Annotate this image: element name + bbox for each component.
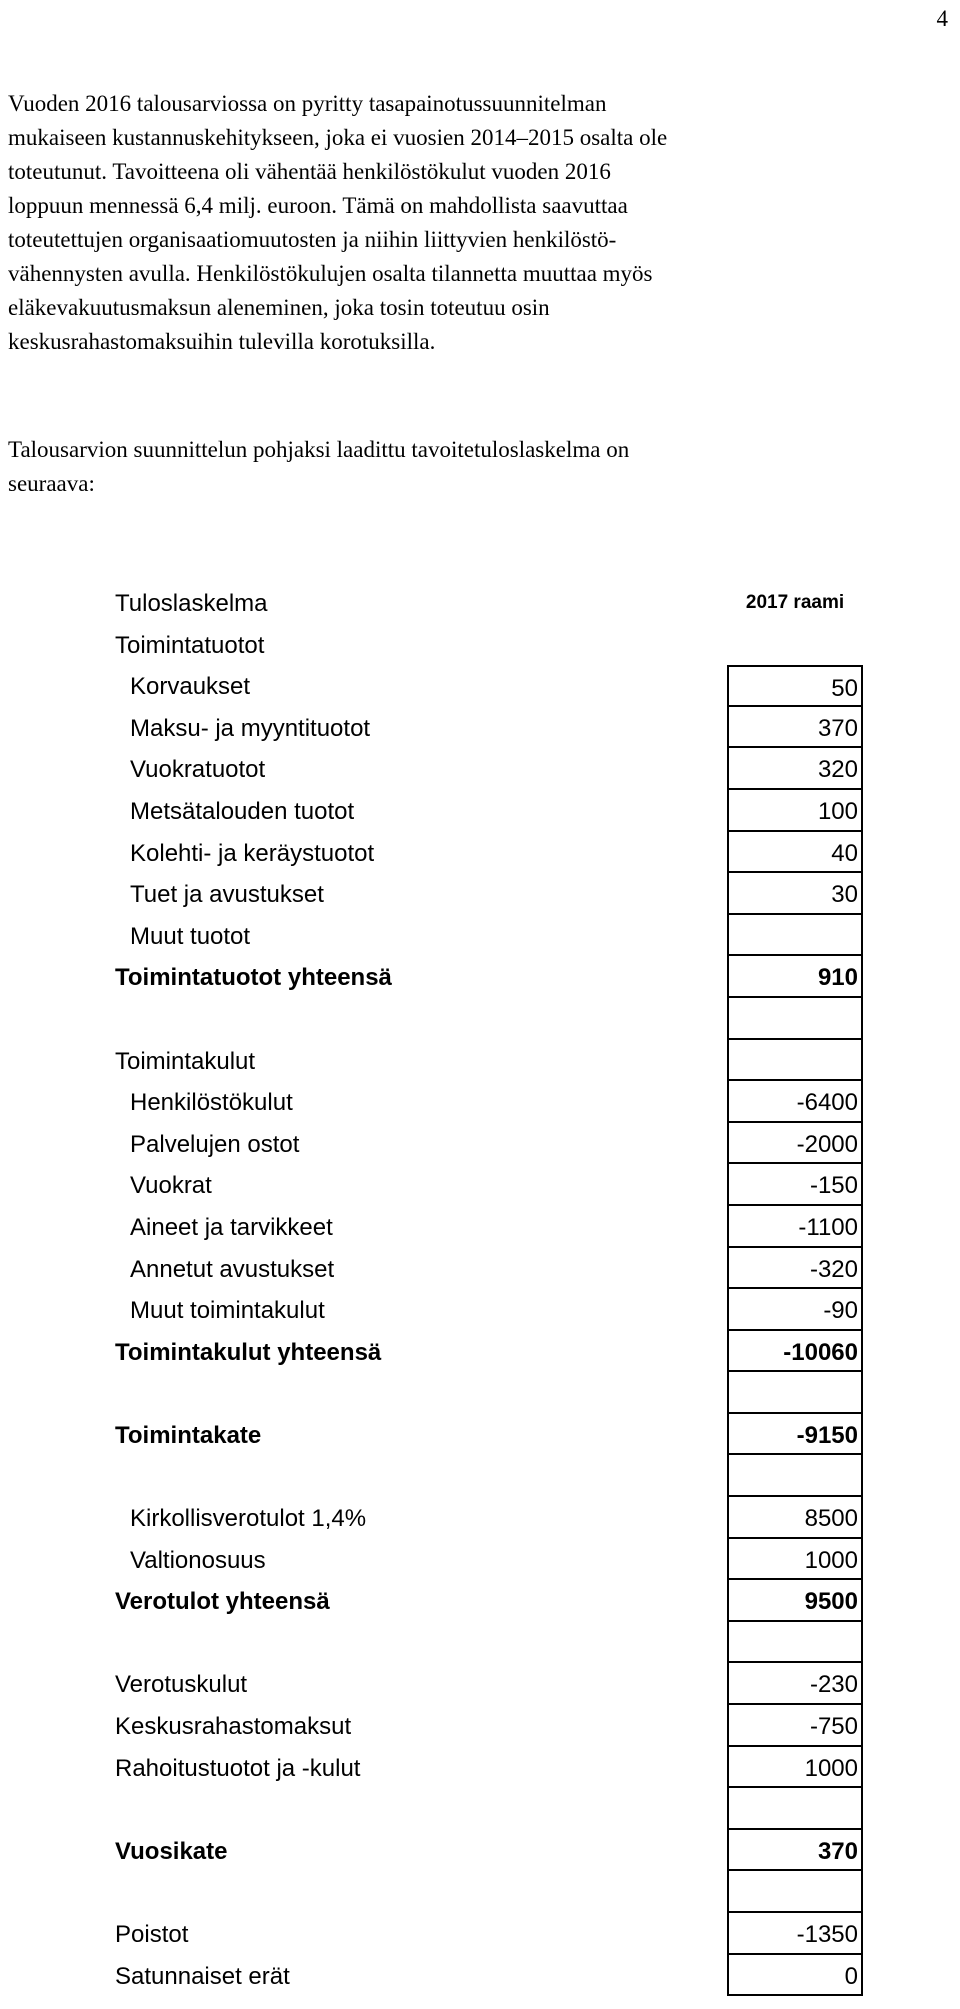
row-value-cell xyxy=(727,1372,863,1414)
statement-row xyxy=(115,873,865,915)
statement-row xyxy=(115,1164,865,1206)
paragraph-line: toteutunut. Tavoitteena oli vähentää henkilöstökulut vuoden 2016 xyxy=(8,159,611,184)
statement-row xyxy=(115,707,865,749)
statement-row xyxy=(115,1705,865,1747)
statement-row xyxy=(115,1580,865,1622)
row-label: Verotulot yhteensä xyxy=(115,1588,330,1616)
statement-row xyxy=(115,1289,865,1331)
paragraph-line: seuraava: xyxy=(8,471,95,496)
row-value-cell: 910 xyxy=(727,956,863,998)
statement-row xyxy=(115,624,865,666)
row-label: Palvelujen ostot xyxy=(130,1130,300,1158)
row-label: Vuokrat xyxy=(130,1172,212,1200)
row-label: Korvaukset xyxy=(130,673,251,701)
lead-in-paragraph xyxy=(8,433,948,501)
statement-row xyxy=(115,1913,865,1955)
row-label: Kirkollisverotulot 1,4% xyxy=(130,1505,367,1533)
row-value-cell: -2000 xyxy=(727,1123,863,1165)
statement-row xyxy=(115,1372,865,1414)
row-value-cell: 40 xyxy=(727,832,863,874)
row-label: Vuosikate xyxy=(115,1837,228,1865)
statement-row xyxy=(115,956,865,998)
income-statement-table xyxy=(115,582,865,1996)
statement-row xyxy=(115,1539,865,1581)
row-label: Verotuskulut xyxy=(115,1671,248,1699)
row-value-cell: -90 xyxy=(727,1289,863,1331)
row-value-cell: 0 xyxy=(727,1955,863,1997)
paragraph-line: mukaiseen kustannuskehitykseen, joka ei vuosien 2014–2015 osalta ole xyxy=(8,125,668,150)
paragraph-line: keskusrahastomaksuihin tulevilla korotuksilla. xyxy=(8,329,436,354)
statement-row xyxy=(115,1663,865,1705)
statement-row xyxy=(115,1955,865,1997)
row-label: Toimintatuotot xyxy=(115,631,265,659)
row-value-cell: -6400 xyxy=(727,1081,863,1123)
row-value-cell xyxy=(727,915,863,957)
row-label: Annetut avustukset xyxy=(130,1255,335,1283)
statement-row xyxy=(115,1123,865,1165)
row-value-cell: 9500 xyxy=(727,1580,863,1622)
paragraph-line: vähennysten avulla. Henkilöstökulujen osalta tilannetta muuttaa myös xyxy=(8,261,653,286)
row-value-cell: -1100 xyxy=(727,1206,863,1248)
row-label: Toimintakulut yhteensä xyxy=(115,1338,382,1366)
paragraph-line: toteutettujen organisaatiomuutosten ja niihin liittyvien henkilöstö- xyxy=(8,227,617,252)
statement-row xyxy=(115,1788,865,1830)
statement-row xyxy=(115,665,865,707)
row-value-cell: -1350 xyxy=(727,1913,863,1955)
row-label: Kolehti- ja keräystuotot xyxy=(130,839,375,867)
row-value-cell: 100 xyxy=(727,790,863,832)
row-label: Aineet ja tarvikkeet xyxy=(130,1213,333,1241)
row-value-cell xyxy=(727,1622,863,1664)
row-label: Tuet ja avustukset xyxy=(130,881,324,909)
row-value-cell xyxy=(727,1455,863,1497)
row-label: Henkilöstökulut xyxy=(130,1089,293,1117)
row-value-cell: 1000 xyxy=(727,1747,863,1789)
row-value-cell: 370 xyxy=(727,1830,863,1872)
page-number: 4 xyxy=(936,6,948,31)
row-value-cell xyxy=(727,998,863,1040)
statement-row xyxy=(115,790,865,832)
row-value-cell: -10060 xyxy=(727,1331,863,1373)
statement-row xyxy=(115,1622,865,1664)
row-label: Metsätalouden tuotot xyxy=(130,797,355,825)
row-value-cell xyxy=(727,1871,863,1913)
row-label: Poistot xyxy=(115,1921,189,1948)
row-label: Maksu- ja myyntituotot xyxy=(130,714,371,742)
row-label: Muut toimintakulut xyxy=(130,1297,325,1325)
paragraph-line: Vuoden 2016 talousarviossa on pyritty tasapainotussuunnitelman xyxy=(8,91,607,116)
statement-row xyxy=(115,748,865,790)
row-value-cell: -9150 xyxy=(727,1414,863,1456)
statement-row xyxy=(115,1414,865,1456)
statement-row xyxy=(115,1455,865,1497)
statement-header-row xyxy=(115,582,865,624)
row-value-cell: -230 xyxy=(727,1663,863,1705)
row-value-cell: 30 xyxy=(727,873,863,915)
row-value-cell: -750 xyxy=(727,1705,863,1747)
statement-row xyxy=(115,1497,865,1539)
statement-row xyxy=(115,832,865,874)
statement-row xyxy=(115,1081,865,1123)
row-value-cell: 370 xyxy=(727,707,863,749)
statement-row xyxy=(115,1248,865,1290)
row-value-cell: -150 xyxy=(727,1164,863,1206)
row-value-cell: 1000 xyxy=(727,1539,863,1581)
row-label: Toimintakulut xyxy=(115,1047,256,1075)
statement-row xyxy=(115,1040,865,1082)
row-value-cell xyxy=(727,1040,863,1082)
row-label: Toimintatuotot yhteensä xyxy=(115,964,392,992)
statement-row xyxy=(115,1830,865,1872)
row-label: Valtionosuus xyxy=(130,1546,266,1574)
row-label: Vuokratuotot xyxy=(130,756,266,784)
row-label: Toimintakate xyxy=(115,1421,262,1449)
row-label: Muut tuotot xyxy=(130,922,251,950)
statement-row xyxy=(115,915,865,957)
statement-row xyxy=(115,998,865,1040)
statement-row xyxy=(115,1206,865,1248)
statement-row xyxy=(115,1871,865,1913)
column-header: 2017 raami xyxy=(745,592,845,613)
paragraph-line: loppuun mennessä 6,4 milj. euroon. Tämä on mahdollista saavuttaa xyxy=(8,193,628,218)
row-value-cell: 50 xyxy=(727,665,863,707)
row-value-cell xyxy=(727,624,863,666)
statement-row xyxy=(115,1747,865,1789)
row-label: Rahoitustuotot ja -kulut xyxy=(115,1754,361,1782)
statement-title: Tuloslaskelma xyxy=(115,590,268,617)
row-label: Satunnaiset erät xyxy=(115,1962,290,1990)
row-label: Keskusrahastomaksut xyxy=(115,1713,352,1741)
paragraph-line: eläkevakuutusmaksun aleneminen, joka tosin toteutuu osin xyxy=(8,295,550,320)
row-value-cell xyxy=(727,1788,863,1830)
row-value-cell: 8500 xyxy=(727,1497,863,1539)
paragraph-line: Talousarvion suunnittelun pohjaksi laadittu tavoitetuloslaskelma on xyxy=(8,437,630,462)
row-value-cell: -320 xyxy=(727,1248,863,1290)
intro-paragraph xyxy=(8,87,948,359)
statement-row xyxy=(115,1331,865,1373)
row-value-cell: 320 xyxy=(727,748,863,790)
